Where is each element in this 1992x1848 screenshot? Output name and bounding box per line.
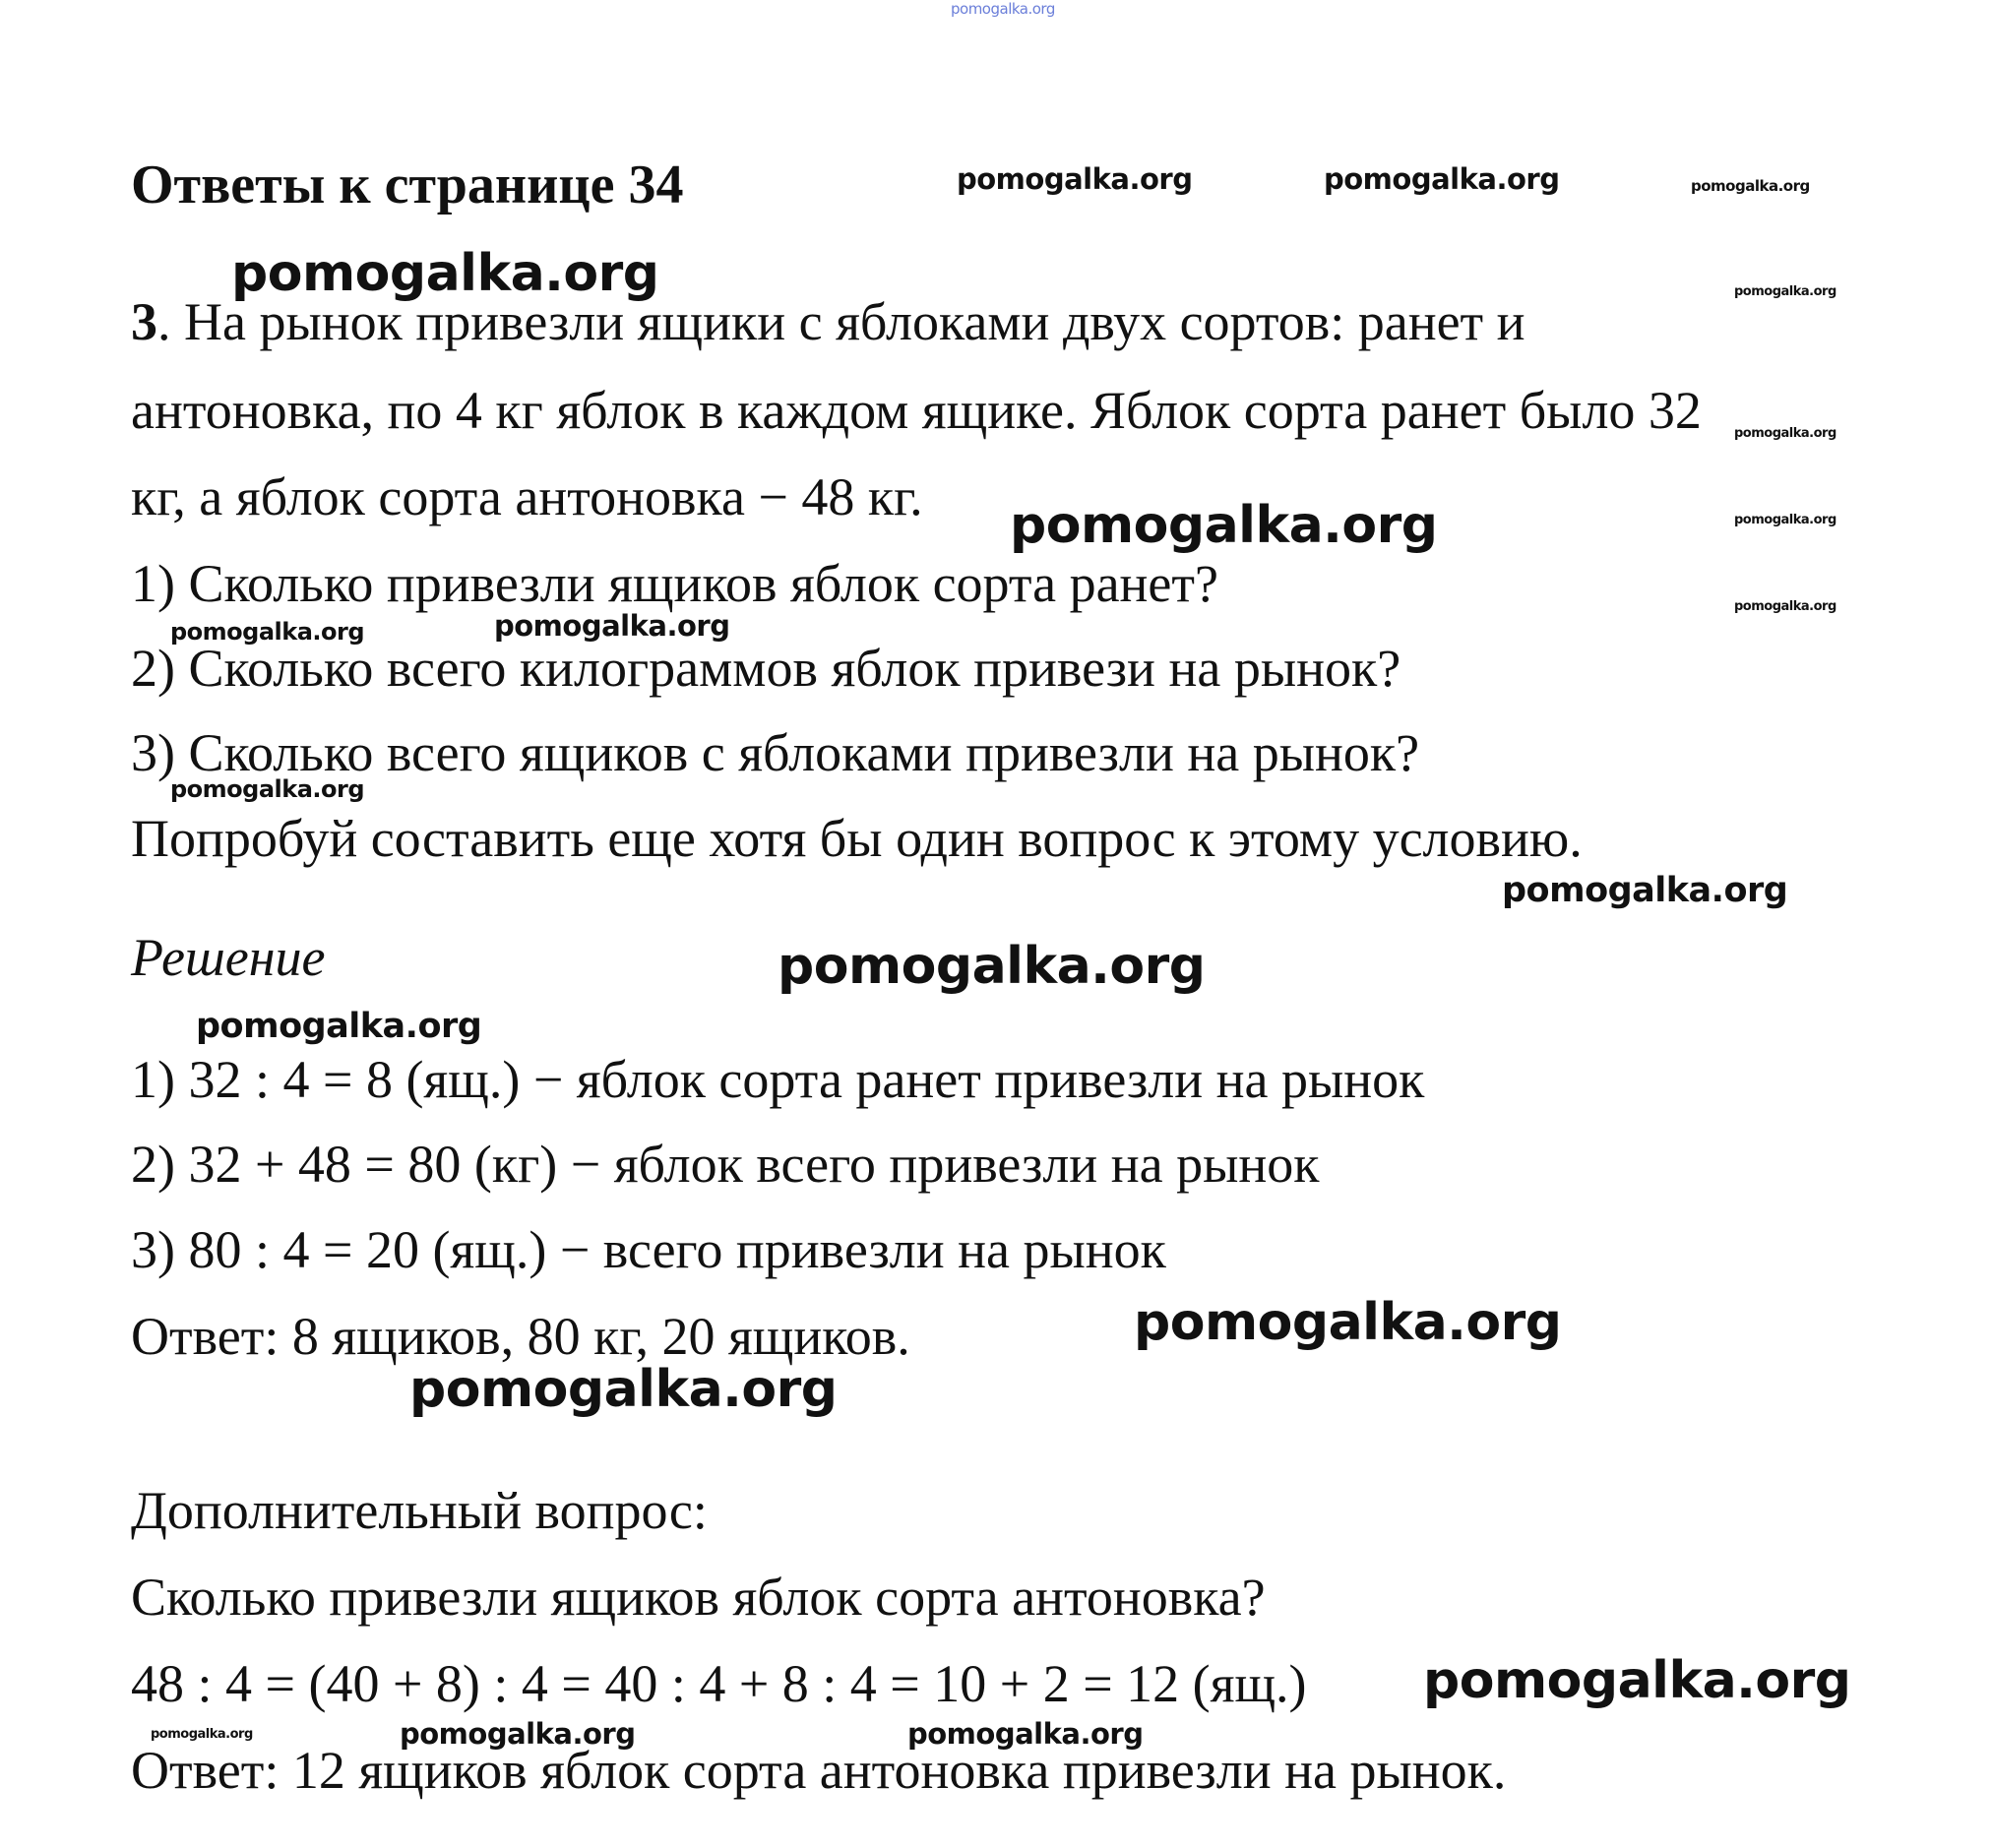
watermark: pomogalka.org xyxy=(907,1717,1144,1751)
additional-calculation: 48 : 4 = (40 + 8) : 4 = 40 : 4 + 8 : 4 = 10 + 2 = 12 (ящ.) xyxy=(131,1654,1307,1713)
watermark: pomogalka.org xyxy=(494,609,730,643)
watermark: pomogalka.org xyxy=(1010,496,1438,555)
watermark: pomogalka.org xyxy=(400,1717,636,1751)
watermark: pomogalka.org xyxy=(1734,284,1836,299)
solution-heading: Решение xyxy=(131,928,326,987)
watermark: pomogalka.org xyxy=(151,1727,253,1742)
top-watermark: pomogalka.org xyxy=(951,0,1055,18)
question-3: 3) Сколько всего ящиков с яблоками привезли на рынок? xyxy=(131,723,1420,782)
problem-number: 3 xyxy=(131,292,157,351)
problem-line-3: кг, а яблок сорта антоновка − 48 кг. xyxy=(131,467,923,526)
watermark: pomogalka.org xyxy=(1734,513,1836,527)
watermark: pomogalka.org xyxy=(1423,1651,1851,1710)
watermark: pomogalka.org xyxy=(1134,1293,1562,1352)
watermark: pomogalka.org xyxy=(231,244,659,303)
additional-question: Сколько привезли ящиков яблок сорта антоновка? xyxy=(131,1568,1266,1627)
watermark: pomogalka.org xyxy=(1734,426,1836,441)
additional-heading: Дополнительный вопрос: xyxy=(131,1481,708,1540)
additional-answer: Ответ: 12 ящиков яблок сорта антоновка привезли на рынок. xyxy=(131,1741,1507,1800)
solution-step-3: 3) 80 : 4 = 20 (ящ.) − всего привезли на рынок xyxy=(131,1220,1166,1279)
question-1: 1) Сколько привезли ящиков яблок сорта ранет? xyxy=(131,554,1218,613)
watermark: pomogalka.org xyxy=(409,1360,838,1419)
question-2: 2) Сколько всего килограммов яблок привези на рынок? xyxy=(131,639,1401,698)
watermark: pomogalka.org xyxy=(1691,177,1810,195)
watermark: pomogalka.org xyxy=(778,937,1206,996)
watermark: pomogalka.org xyxy=(170,775,365,803)
solution-answer: Ответ: 8 ящиков, 80 кг, 20 ящиков. xyxy=(131,1307,910,1366)
watermark: pomogalka.org xyxy=(1734,599,1836,614)
extra-prompt: Попробуй составить еще хотя бы один вопрос к этому условию. xyxy=(131,809,1583,868)
page-title: Ответы к странице 34 xyxy=(131,154,684,216)
problem-line-1 xyxy=(131,292,1525,351)
watermark: pomogalka.org xyxy=(170,618,365,646)
problem-line-1-text: . На рынок привезли ящики с яблоками двух сортов: ранет и xyxy=(157,292,1525,351)
watermark: pomogalka.org xyxy=(1324,162,1560,196)
watermark: pomogalka.org xyxy=(1502,871,1788,910)
problem-line-2: антоновка, по 4 кг яблок в каждом ящике. Яблок сорта ранет было 32 xyxy=(131,381,1702,440)
watermark: pomogalka.org xyxy=(196,1007,482,1046)
solution-step-1: 1) 32 : 4 = 8 (ящ.) − яблок сорта ранет привезли на рынок xyxy=(131,1050,1425,1109)
solution-step-2: 2) 32 + 48 = 80 (кг) − яблок всего привезли на рынок xyxy=(131,1135,1320,1194)
watermark: pomogalka.org xyxy=(957,162,1193,196)
